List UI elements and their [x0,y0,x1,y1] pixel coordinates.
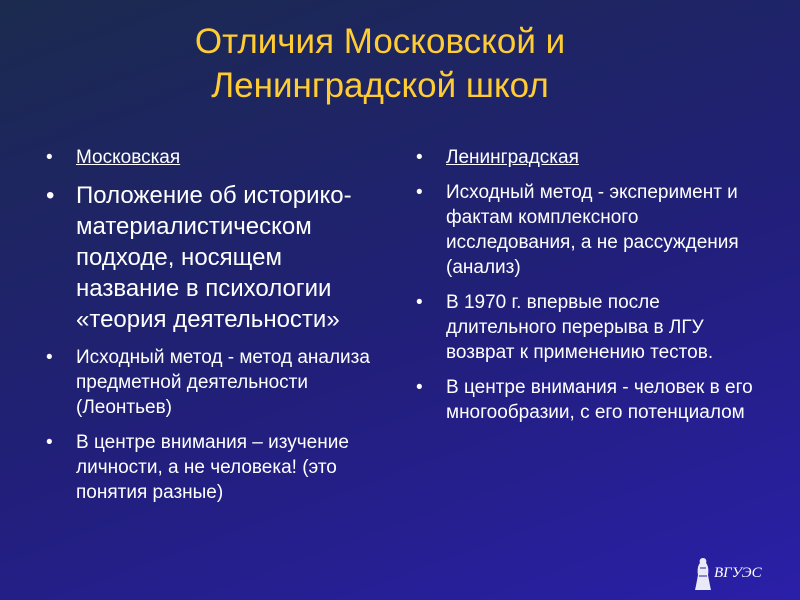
leningrad-column [416,145,761,435]
slide-title-line-2: Ленинградской школ [211,66,549,105]
slide-title-line-1: Отличия Московской и [194,22,566,61]
statue-icon [692,556,714,592]
leningrad-heading: • Ленинградская [416,145,761,170]
slide-title [60,20,700,108]
leningrad-item-1: • Исходный метод - эксперимент и фактам комплексного исследования, а не рассуждения (анализ) [416,180,761,280]
leningrad-list [416,145,761,425]
moscow-column [46,145,391,515]
moscow-list [46,145,391,505]
leningrad-item-3: • В центре внимания - человек в его многообразии, с его потенциалом [416,375,761,425]
logo-text: ВГУЭС [714,565,762,581]
moscow-item-1: • Положение об историко-материалистическом подходе, носящем название в психологии «теория деятельности» [46,180,391,335]
moscow-item-3: • В центре внимания – изучение личности, а не человека! (это понятия разные) [46,430,391,505]
moscow-item-2: • Исходный метод - метод анализа предметной деятельности (Леонтьев) [46,345,391,420]
university-logo [692,556,782,592]
leningrad-item-2: • В 1970 г. впервые после длительного перерыва в ЛГУ возврат к применению тестов. [416,290,761,365]
moscow-heading: • Московская [46,145,391,170]
